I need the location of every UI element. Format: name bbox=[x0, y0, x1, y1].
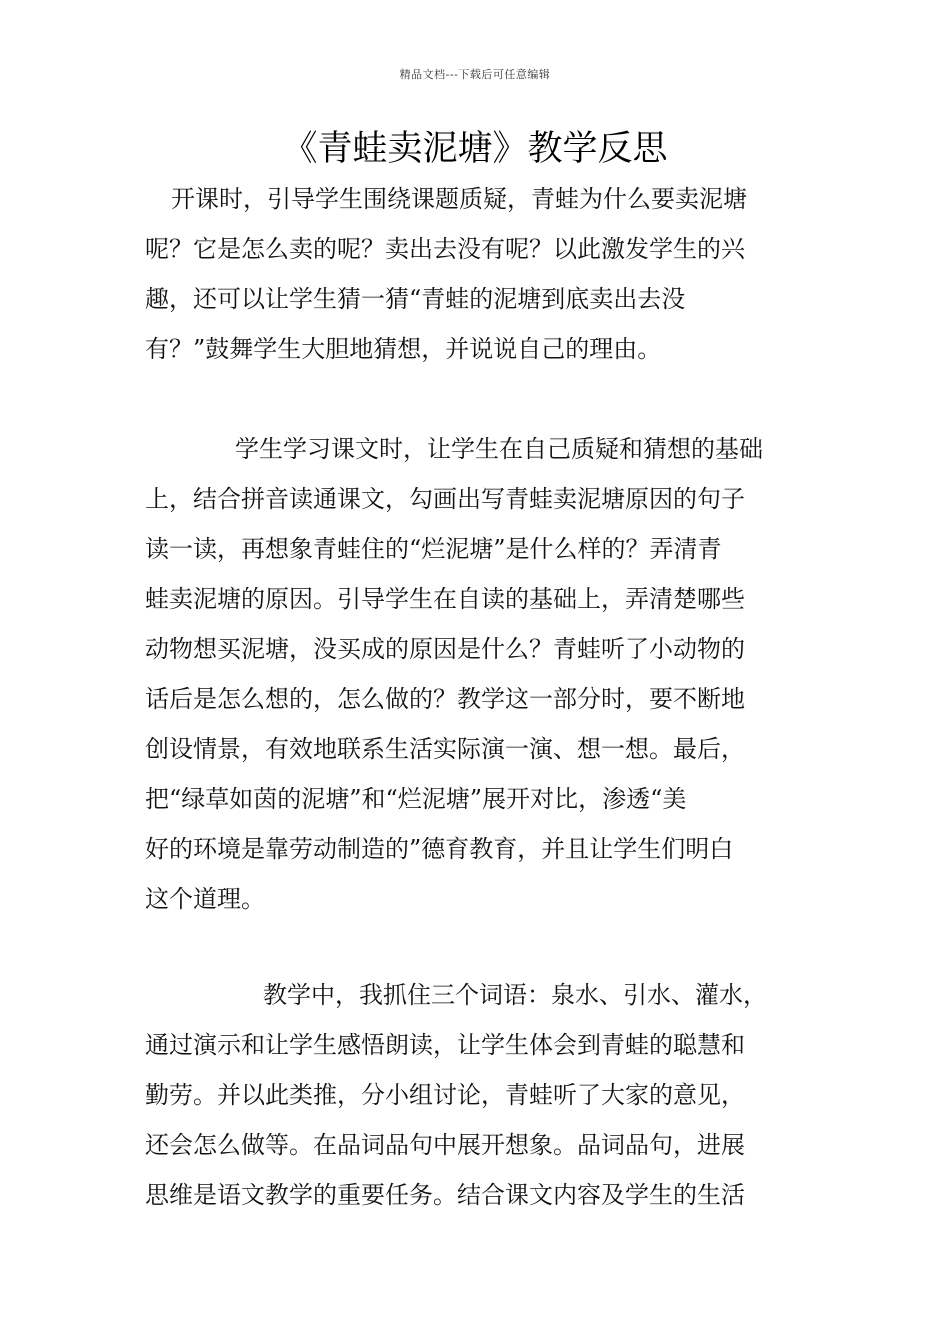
paragraph-line: 这个道理。 bbox=[145, 885, 265, 913]
paragraph-line: 呢？它是怎么卖的呢？卖出去没有呢？以此激发学生的兴 bbox=[145, 235, 745, 263]
paragraph-line: 创设情景，有效地联系生活实际演一演、想一想。最后， bbox=[145, 735, 745, 763]
paragraph-line: 动物想买泥塘，没买成的原因是什么？青蛙听了小动物的 bbox=[145, 635, 745, 663]
paragraph-line: 话后是怎么想的，怎么做的？教学这一部分时，要不断地 bbox=[145, 685, 745, 713]
paragraph-line: 开课时，引导学生围绕课题质疑，青蛙为什么要卖泥塘 bbox=[171, 185, 747, 213]
paragraph-line: 通过演示和让学生感悟朗读，让学生体会到青蛙的聪慧和 bbox=[145, 1031, 745, 1059]
paragraph-line: 有？”鼓舞学生大胆地猜想，并说说自己的理由。 bbox=[145, 335, 662, 363]
paragraph-line: 蛙卖泥塘的原因。引导学生在自读的基础上，弄清楚哪些 bbox=[145, 585, 745, 613]
paragraph-line: 勤劳。并以此类推，分小组讨论，青蛙听了大家的意见， bbox=[145, 1081, 745, 1109]
paragraph-line: 好的环境是靠劳动制造的”德育教育，并且让学生们明白 bbox=[145, 835, 734, 863]
document-title: 《青蛙卖泥塘》教学反思 bbox=[282, 129, 668, 169]
paragraph-line: 还会怎么做等。在品词品句中展开想象。品词品句，进展 bbox=[145, 1131, 745, 1159]
paragraph-1 bbox=[145, 174, 807, 374]
paragraph-line: 思维是语文教学的重要任务。结合课文内容及学生的生活 bbox=[145, 1181, 745, 1209]
paragraph-line: 把“绿草如茵的泥塘”和“烂泥塘”展开对比，渗透“美 bbox=[145, 785, 687, 813]
paragraph-line: 读一读，再想象青蛙住的“烂泥塘”是什么样的？弄清青 bbox=[145, 535, 722, 563]
paragraph-3 bbox=[145, 970, 807, 1220]
paragraph-line: 上，结合拼音读通课文，勾画出写青蛙卖泥塘原因的句子 bbox=[145, 485, 745, 513]
paragraph-line: 趣，还可以让学生猜一猜“青蛙的泥塘到底卖出去没 bbox=[145, 285, 686, 313]
header-note: 精品文档---下载后可任意编辑 bbox=[399, 68, 551, 81]
paragraph-line: 学生学习课文时，让学生在自己质疑和猜想的基础 bbox=[235, 435, 763, 463]
paragraph-line: 教学中，我抓住三个词语：泉水、引水、灌水， bbox=[263, 981, 767, 1009]
paragraph-2 bbox=[145, 424, 807, 924]
